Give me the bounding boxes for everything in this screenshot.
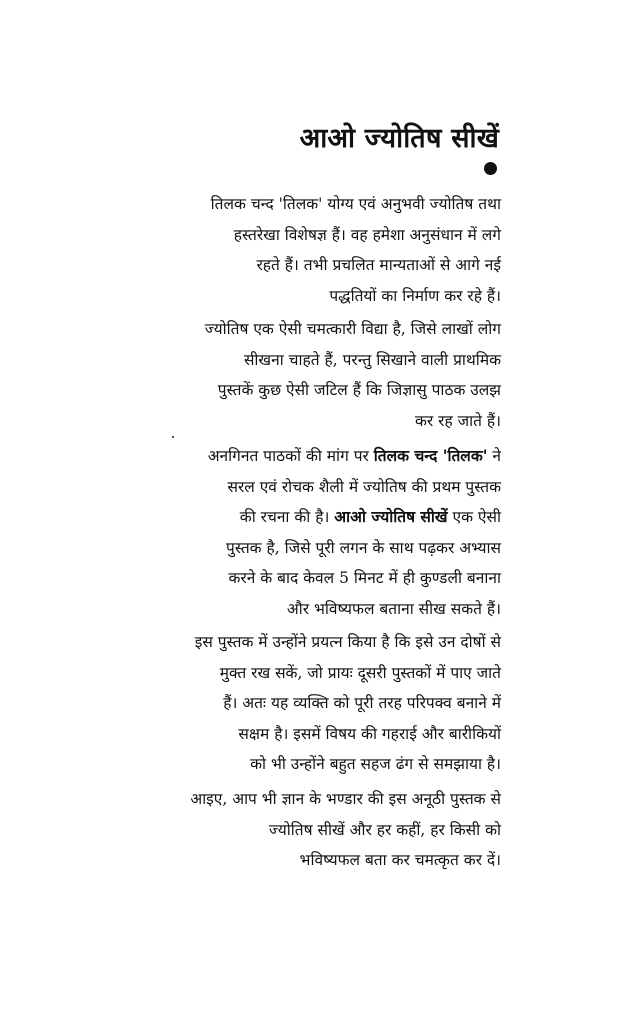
text-segment: सरल एवं रोचक शैली में ज्योतिष की प्रथम पुस्तक [227, 477, 501, 496]
text-segment: सक्षम है। इसमें विषय की गहराई और बारीकियों [238, 724, 501, 743]
paragraph-closing-invitation [121, 784, 501, 876]
text-line [121, 845, 501, 876]
text-line [121, 563, 501, 594]
text-line [121, 220, 501, 251]
text-segment: रहते हैं। तभी प्रचलित मान्यताओं से आगे नई [256, 256, 501, 274]
text-line [121, 250, 501, 281]
text-line [121, 441, 501, 472]
text-line [121, 472, 501, 503]
text-segment: मुक्त रख सकें, जो प्रायः दूसरी पुस्तकों में पाए जाते [219, 663, 501, 682]
text-segment: को भी उन्होंने बहुत सहज ढंग से समझाया है। [250, 755, 501, 773]
text-segment: इस पुस्तक में उन्होंने प्रयत्न किया है कि इसे उन दोषों से [194, 633, 501, 651]
paragraph-author-intro [121, 189, 501, 311]
paragraph-astrology-description [121, 314, 501, 436]
text-segment: पुस्तक है, जिसे पूरी लगन के साथ पढ़कर अभ्यास [226, 538, 501, 557]
text-line [121, 502, 501, 533]
text-segment: पद्धतियों का निर्माण कर रहे हैं। [329, 286, 501, 305]
text-segment: भविष्यफल बता कर चमत्कृत कर दें। [299, 851, 501, 869]
print-speck [172, 436, 174, 438]
text-segment: ने [487, 447, 501, 465]
text-segment: कर रह जाते हैं। [414, 411, 501, 430]
page-title: आओ ज्योतिष सीखें [299, 123, 499, 154]
text-segment: पुस्तकें कुछ ऐसी जटिल हैं कि जिज्ञासु पाठक उलझ [217, 381, 501, 399]
bullet-dot [484, 162, 497, 175]
bold-text-segment: तिलक चन्द 'तिलक' [373, 446, 488, 465]
text-line [121, 815, 501, 846]
text-line [121, 189, 501, 220]
text-segment: ज्योतिष एक ऐसी चमत्कारी विद्या है, जिसे लाखों लोग [204, 320, 501, 338]
text-segment: हस्तरेखा विशेषज्ञ हैं। वह हमेशा अनुसंधान में लगे [233, 225, 501, 244]
text-segment: करने के बाद केवल 5 मिनट में ही कुण्डली बनाना [228, 569, 501, 587]
text-line [121, 406, 501, 437]
text-segment: एक ऐसी [447, 508, 501, 526]
text-line [121, 533, 501, 564]
text-line [121, 345, 501, 376]
text-line [121, 749, 501, 780]
text-segment: की रचना की है। [239, 508, 335, 526]
text-line [121, 719, 501, 750]
text-line [121, 784, 501, 815]
text-segment: आइए, आप भी ज्ञान के भण्डार की इस अनूठी पुस्तक से [190, 790, 501, 808]
text-line [121, 375, 501, 406]
text-segment: अनगिनत पाठकों की मांग पर [207, 447, 374, 465]
text-line [121, 627, 501, 658]
text-line [121, 594, 501, 625]
paragraph-book-qualities [121, 627, 501, 780]
text-line [121, 688, 501, 719]
text-line [121, 658, 501, 689]
text-segment: तिलक चन्द 'तिलक' योग्य एवं अनुभवी ज्योतिष तथा [210, 195, 501, 213]
text-segment: ज्योतिष सीखें और हर कहीं, हर किसी को [268, 820, 501, 839]
text-segment: और भविष्यफल बताना सीख सकते हैं। [286, 599, 501, 618]
text-segment: सीखना चाहते हैं, परन्तु सिखाने वाली प्राथमिक [243, 350, 501, 369]
paragraph-book-description [121, 441, 501, 624]
bold-text-segment: आओ ज्योतिष सीखें [334, 507, 448, 526]
text-line [121, 281, 501, 312]
text-line [121, 314, 501, 345]
text-segment: हैं। अतः यह व्यक्ति को पूरी तरह परिपक्व बनाने में [223, 694, 501, 712]
